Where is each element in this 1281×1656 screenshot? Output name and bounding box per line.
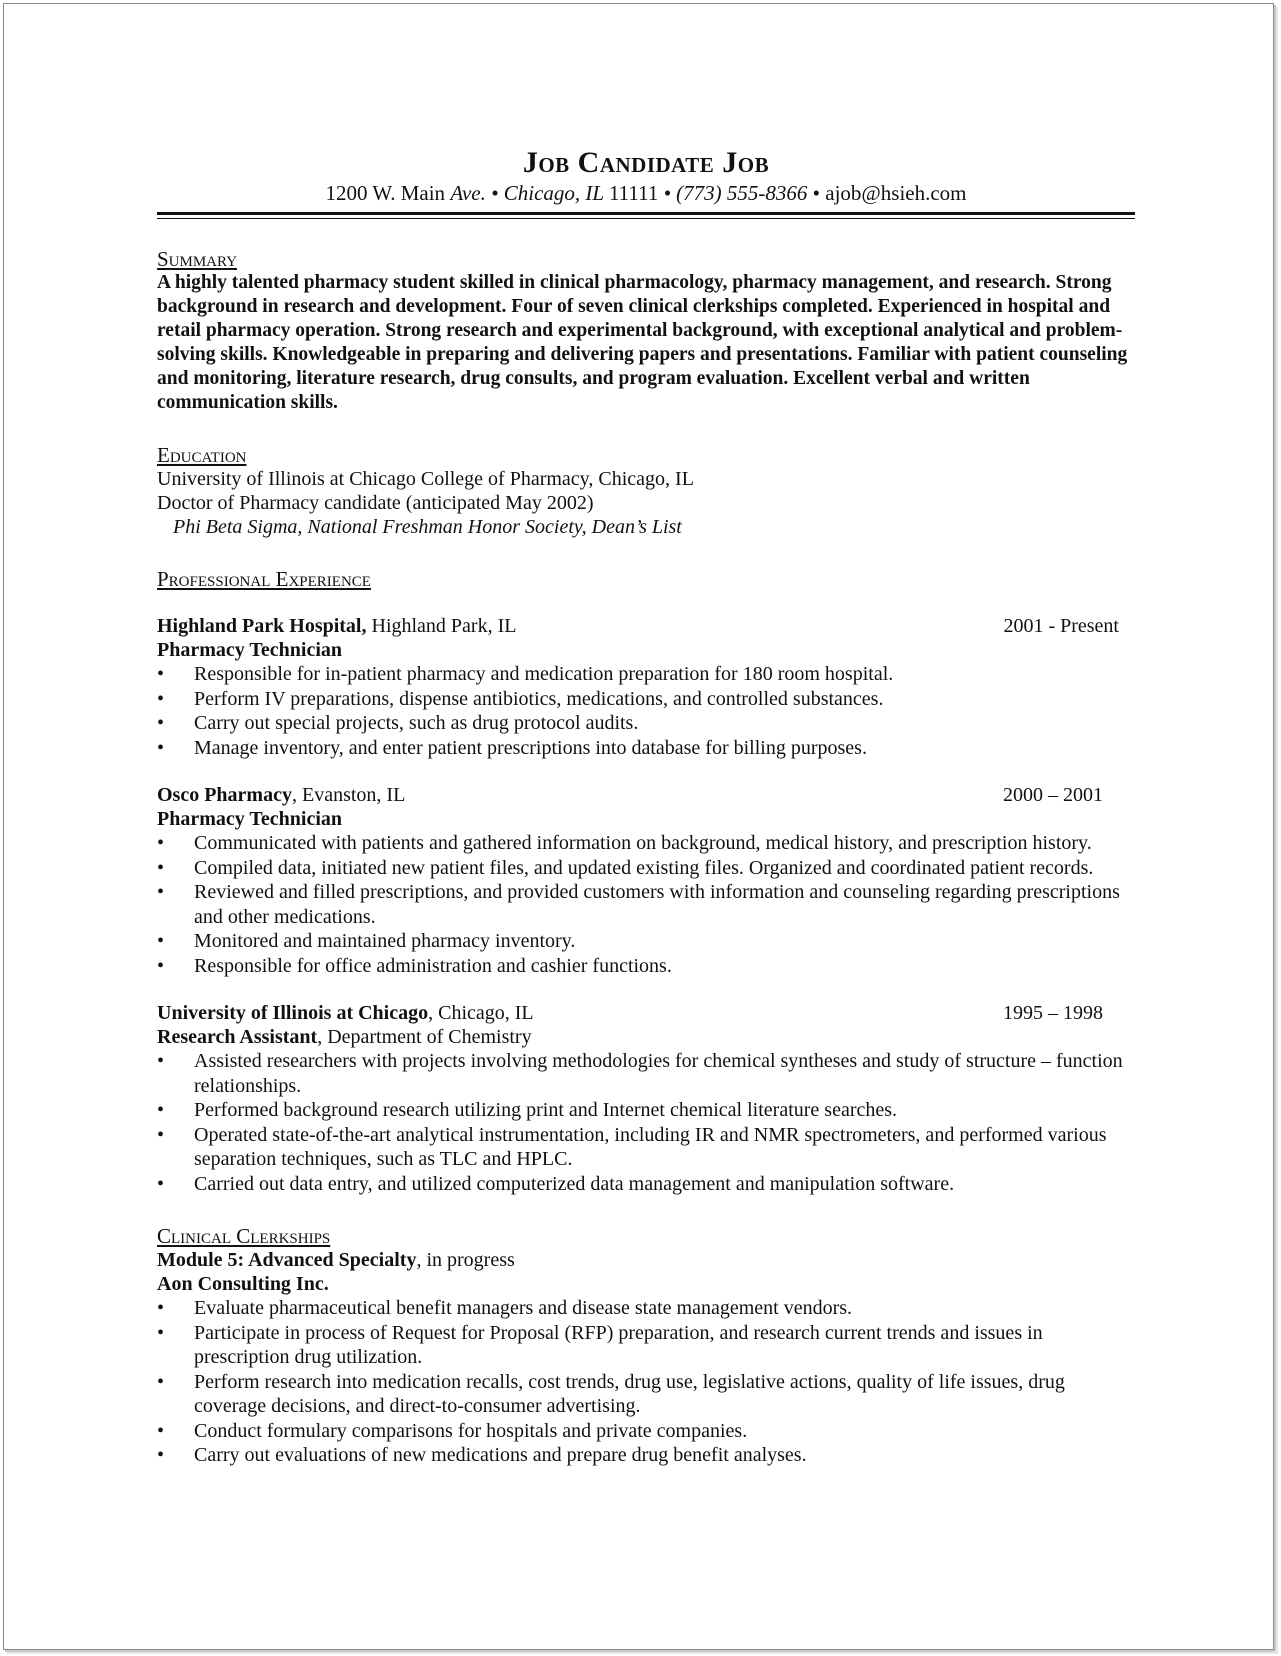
job-location: Highland Park, IL xyxy=(366,615,517,637)
list-item: • Participate in process of Request for Proposal (RFP) preparation, and research current trends and issues in prescription drug utilization. xyxy=(157,1321,1135,1370)
list-item: • Reviewed and filled prescriptions, and provided customers with information and counseling regarding prescriptions and other medications. xyxy=(157,880,1135,929)
job-bullets xyxy=(157,662,1135,760)
contact-ave: Ave. xyxy=(450,181,486,205)
list-item: • Responsible for in-patient pharmacy and medication preparation for 180 room hospital. xyxy=(157,662,1135,687)
job-title: Pharmacy Technician xyxy=(157,808,343,830)
clerkship-status: , in progress xyxy=(416,1249,515,1271)
resume-page xyxy=(157,144,1135,1468)
job-dates: 1995 – 1998 xyxy=(1003,1002,1103,1024)
education-honors: Phi Beta Sigma, National Freshman Honor Society, Dean’s List xyxy=(173,516,682,538)
list-item: • Manage inventory, and enter patient prescriptions into database for billing purposes. xyxy=(157,736,1135,761)
list-item: • Responsible for office administration and cashier functions. xyxy=(157,954,1135,979)
clerkships-section xyxy=(157,1224,1135,1468)
clerkship-bullets xyxy=(157,1296,1135,1468)
list-item: • Carry out special projects, such as drug protocol audits. xyxy=(157,711,1135,736)
experience-heading: Professional Experience xyxy=(157,567,371,591)
job-location: , Evanston, IL xyxy=(291,784,406,806)
clerkships-heading: Clinical Clerkships xyxy=(157,1224,331,1248)
contact-zip: 11111 xyxy=(608,181,659,205)
clerkship-module: Module 5: Advanced Specialty xyxy=(157,1249,417,1271)
list-item: • Perform research into medication recalls, cost trends, drug use, legislative actions, quality of life issues, drug coverage decisions, and direct-to-consumer advertising. xyxy=(157,1370,1135,1419)
list-item: • Monitored and maintained pharmacy inventory. xyxy=(157,929,1135,954)
list-item: • Compiled data, initiated new patient files, and updated existing files. Organized and coordinated patient records. xyxy=(157,856,1135,881)
list-item: • Communicated with patients and gathered information on background, medical history, and prescription history. xyxy=(157,831,1135,856)
job-header xyxy=(157,783,1135,807)
job-header xyxy=(157,614,1135,638)
contact-street: 1200 W. Main xyxy=(325,181,451,205)
header-rule-thin xyxy=(157,218,1135,219)
job-employer: Highland Park Hospital, xyxy=(157,615,367,637)
education-degree: Doctor of Pharmacy candidate (anticipated May 2002) xyxy=(157,492,594,514)
education-school: University of Illinois at Chicago College of Pharmacy, Chicago, IL xyxy=(157,468,694,490)
clerkship-org: Aon Consulting Inc. xyxy=(157,1273,329,1295)
job-entry xyxy=(157,1001,1135,1196)
education-heading: Education xyxy=(157,443,247,467)
job-bullets xyxy=(157,831,1135,978)
summary-section xyxy=(157,247,1135,415)
job-location: , Chicago, IL xyxy=(428,1002,534,1024)
job-entry xyxy=(157,614,1135,760)
job-dates: 2000 – 2001 xyxy=(1003,784,1103,806)
job-title-extra: , Department of Chemistry xyxy=(317,1026,532,1048)
job-bullets xyxy=(157,1049,1135,1196)
job-entry xyxy=(157,783,1135,978)
job-dates: 2001 - Present xyxy=(1003,615,1119,637)
list-item: • Evaluate pharmaceutical benefit managers and disease state management vendors. xyxy=(157,1296,1135,1321)
contact-line xyxy=(157,180,1135,206)
list-item: • Conduct formulary comparisons for hospitals and private companies. xyxy=(157,1419,1135,1444)
document-frame xyxy=(3,3,1274,1650)
job-title: Pharmacy Technician xyxy=(157,639,343,661)
job-title: Research Assistant xyxy=(157,1026,318,1048)
contact-email: • ajob@hsieh.com xyxy=(812,181,967,205)
education-section xyxy=(157,443,1135,539)
contact-city: • Chicago, IL xyxy=(485,181,609,205)
job-header xyxy=(157,1001,1135,1025)
list-item: • Perform IV preparations, dispense antibiotics, medications, and controlled substances. xyxy=(157,687,1135,712)
header-rule-thick xyxy=(157,212,1135,215)
summary-heading: Summary xyxy=(157,247,238,271)
candidate-name: Job Candidate Job xyxy=(522,146,770,179)
summary-text: A highly talented pharmacy student skilled in clinical pharmacology, pharmacy management, and research. Strong background in research and development. Four of seven clinical clerkships completed. Experienced in hospital and retail pharmacy operation. Strong research and experimental background, with exceptional analytical and problem-solving skills. Knowledgeable in preparing and delivering papers and presentations. Familiar with patient counseling and monitoring, literature research, drug consults, and program evaluation. Excellent verbal and written communication skills. xyxy=(157,272,1128,413)
list-item: • Carry out evaluations of new medications and prepare drug benefit analyses. xyxy=(157,1443,1135,1468)
job-employer: Osco Pharmacy xyxy=(157,784,292,806)
experience-section xyxy=(157,567,1135,1196)
list-item: • Assisted researchers with projects involving methodologies for chemical syntheses and study of structure – function relationships. xyxy=(157,1049,1135,1098)
list-item: • Operated state-of-the-art analytical instrumentation, including IR and NMR spectrometers, and performed various separation techniques, such as TLC and HPLC. xyxy=(157,1123,1135,1172)
list-item: • Performed background research utilizing print and Internet chemical literature searches. xyxy=(157,1098,1135,1123)
contact-phone: • (773) 555-8366 xyxy=(658,181,813,205)
job-employer: University of Illinois at Chicago xyxy=(157,1002,429,1024)
list-item: • Carried out data entry, and utilized computerized data management and manipulation software. xyxy=(157,1172,1135,1197)
